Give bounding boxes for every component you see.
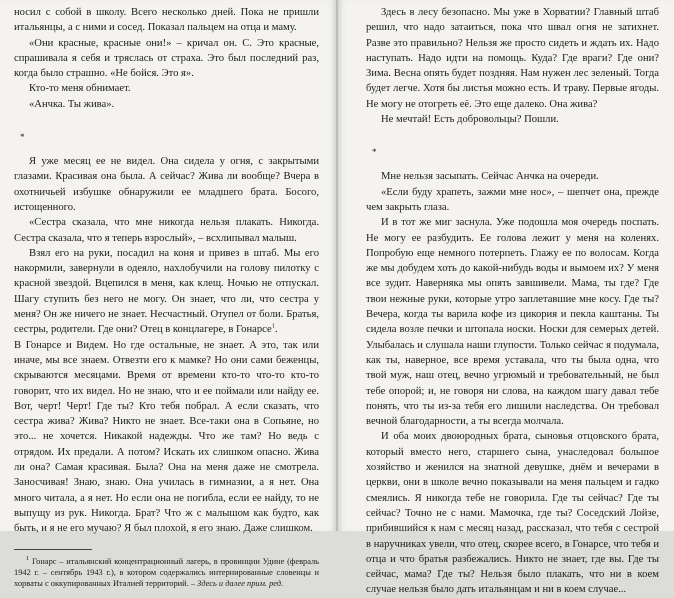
footnote-marker: 1 xyxy=(271,322,275,330)
paragraph: «Они красные, красные они!» – кричал он. С. Это красные, спрашивала я себя и тряслась от страха. Это был последний раз, когда было страшно. «Не бойся. Это я». xyxy=(14,37,319,80)
footnote: $^1$ Гонарс – итальянский концентрационный лагерь, в провинции Удине (февраль 1942 г. – сентябрь 1943 г.), в котором содержались интернированные словенцы и хорваты с оккупированных Италией территорий. – Здесь и далее прим. ред. xyxy=(14,554,319,589)
paragraph: «Анчка. Ты жива». xyxy=(29,98,115,110)
paragraph: Я уже месяц ее не видел. Она сидела у огня, с закрытыми глазами. Красивая она была. А сейчас? Жива ли вообще? Вчера в охотничьей избушке обнаружили ее младшего брата. Босого, истощенного. xyxy=(14,156,319,213)
paragraph: Мне нельзя засыпать. Сейчас Анчка на очереди. xyxy=(381,171,599,183)
paragraph: И оба моих двоюродных брата, сыновья отцовского брата, который вместо него, старшего сына, унаследовал большое хозяйство и женился на знатной девушке, днём и вечерами в церкви, они в школе вечно показывали на меня пальцем и гадко смеялись. Я никогда тебе не говорила. Где ты сейчас? Где ты сейчас? Точно не с нами. Мамочка, где ты? Соседский Лойзе, прибившийся к нам с месяц назад, рассказал, что тебя с сестрой в наручниках увели, что отец, скорее всего, в Гонарсе, что тебя и отца и что братья разбежались. Никто не знает, где вы. Где ты сейчас, мама? Где ты? Нельзя было плакать, что ни в коем случае нельзя было дать итальянцам и ни в коем случае... xyxy=(366,431,659,596)
paragraph: носил с собой в школу. Всего несколько дней. Пока не пришли итальянцы, а с ними и сосед. Показал пальцем на отца и маму. xyxy=(14,7,319,34)
paragraph: В Гонарсе и Видем. Но где остальные, не знает. А это, так или иначе, мы все знаем. Отвезти его к мамке? Но они сами беженцы, скрываются месяцами. Время от времени кто-то что-то кто-то говорит, что их видел. Но не знаю, что и ее поймали или найду ее. Вот, черт! Черт! Где ты? Кто тебя побрал. А если сказать, что сестра жива? Жива? Никто не знает. Все-таки она в Сопьяне, но это... не хочется. Никакой надежды. Что же там? Но ведь с отрядом. Их предали. А потом? Искать их слишком опасно. Жива ли она? Самая красивая. Была? Она на меня даже не смотрела. Заносчивая! Знаю, знаю. Она училась в гимназии, а я нет. Она много читала, а я нет. Но если она не погибла, если ее найду, то не выпущу из рук. Никогда. Брат? Что ж с малышом как будто, как быть, и я не его мучаю? Я был плохой, я его знаю. Даже слишком. xyxy=(14,339,319,535)
footnote-text: Гонарс – итальянский концентрационный лагерь, в провинции Удине (февраль 1942 г. – сентябрь 1943 г.), в котором содержались интернированные словенцы и хорваты с оккупированных Италией территорий. xyxy=(14,556,319,589)
paragraph: И в тот же миг заснула. Уже подошла моя очередь поспать. Не могу ее разбудить. Ее голова лежит у меня на коленях. Попробую еще немного потерпеть. Глажу ее по волосам. Когда же мы добудем хоть до какой-нибудь воды и вымоем их? У меня все зудит. Наверняка мы опять завшивели. Мама, ты где? Где твои нежные руки, которые утро заплетавшие мне косу. Где ты? Вечера, когда ты варила кофе из цикория и пекла каштаны. Ты сидела возле печки и штопала носки. Носки для семерых детей. Улыбалась и слушала наши глупости. Только сейчас я подумала, как ты, наверное, все время уставала, что ты была одна, что твой муж, наш отец, вечно угрюмый и требовательный, не был тебе опорой; и, не говоря ни слова, на каждом шагу давал тебе понять, что ты из-за тебя его лишили наследства. Он требовал вечной благодарности, а ты всегда молчала. xyxy=(366,217,659,428)
right-page-text xyxy=(366,5,659,598)
asterisk-separator: * xyxy=(20,132,25,143)
asterisk-separator: * xyxy=(372,147,377,158)
paragraph: «Сестра сказала, что мне никогда нельзя плакать. Никогда. Сестра сказала, что я теперь взрослый», – всхлипывал малыш. xyxy=(14,217,319,244)
left-page xyxy=(0,0,336,589)
paragraph: Здесь в лесу безопасно. Мы уже в Хорватии? Главный штаб решил, что надо затаиться, пока что швал огня не затихнет. Разве это правильно? Нельзя же просто сидеть и ждать их. Надо наступать. Надо идти на помощь. Куда? Где враги? Где они? Зима. Весна опять будет поздняя. Нам нужен лес зеленый. Тогда будет легче. Хотя бы листья можно есть. И траву. Первые ягоды. Не могу не отогреть её. Это еще далеко. Она жива? xyxy=(366,7,659,110)
footnote-editor-note: Здесь и далее прим. ред. xyxy=(197,579,284,589)
right-page xyxy=(338,0,674,596)
paragraph: Не мечтай! Есть добровольцы? Пошли. xyxy=(381,114,559,126)
footnote-divider xyxy=(14,549,92,550)
left-page-text xyxy=(14,5,319,590)
paragraph: «Если буду храпеть, зажми мне нос», – шепчет она, прежде чем закрыть глаза. xyxy=(366,186,659,213)
paragraph: Кто-то меня обнимает. xyxy=(29,83,131,95)
footnote-number: 1 xyxy=(26,554,30,562)
paragraph: Взял его на руки, посадил на коня и привез в штаб. Мы его накормили, завернули в одеяло, нахлобучили на голову пилотку с красной звездой. Вцепился в меня, как клещ. Ночью не отпускал. Шагу ступить без него не могу. Он знает, что ли, что сестра у меня? Он же ничего не знает. Несчастный. Отупел от боли. Братья, сестры, родители. Где они? Отец в концлагере, в Гонарсе$^1$. xyxy=(14,247,319,336)
section-separator xyxy=(14,128,319,142)
section-separator xyxy=(366,143,659,157)
paragraph-text: Взял его на руки, посадил на коня и привез в штаб. Мы его накормили, завернули в одеяло, нахлобучили на голову пилотку с красной звездой. Вцепился в меня, как клещ. Ночью не отпускал. Шагу ступить без него не могу. Он знает, что ли, что сестра у меня? Он же ничего не знает. Несчастный. Отупел от боли. Братья, сестры, родители. Где они? Отец в концлагере, в Гонарсе xyxy=(14,247,319,336)
